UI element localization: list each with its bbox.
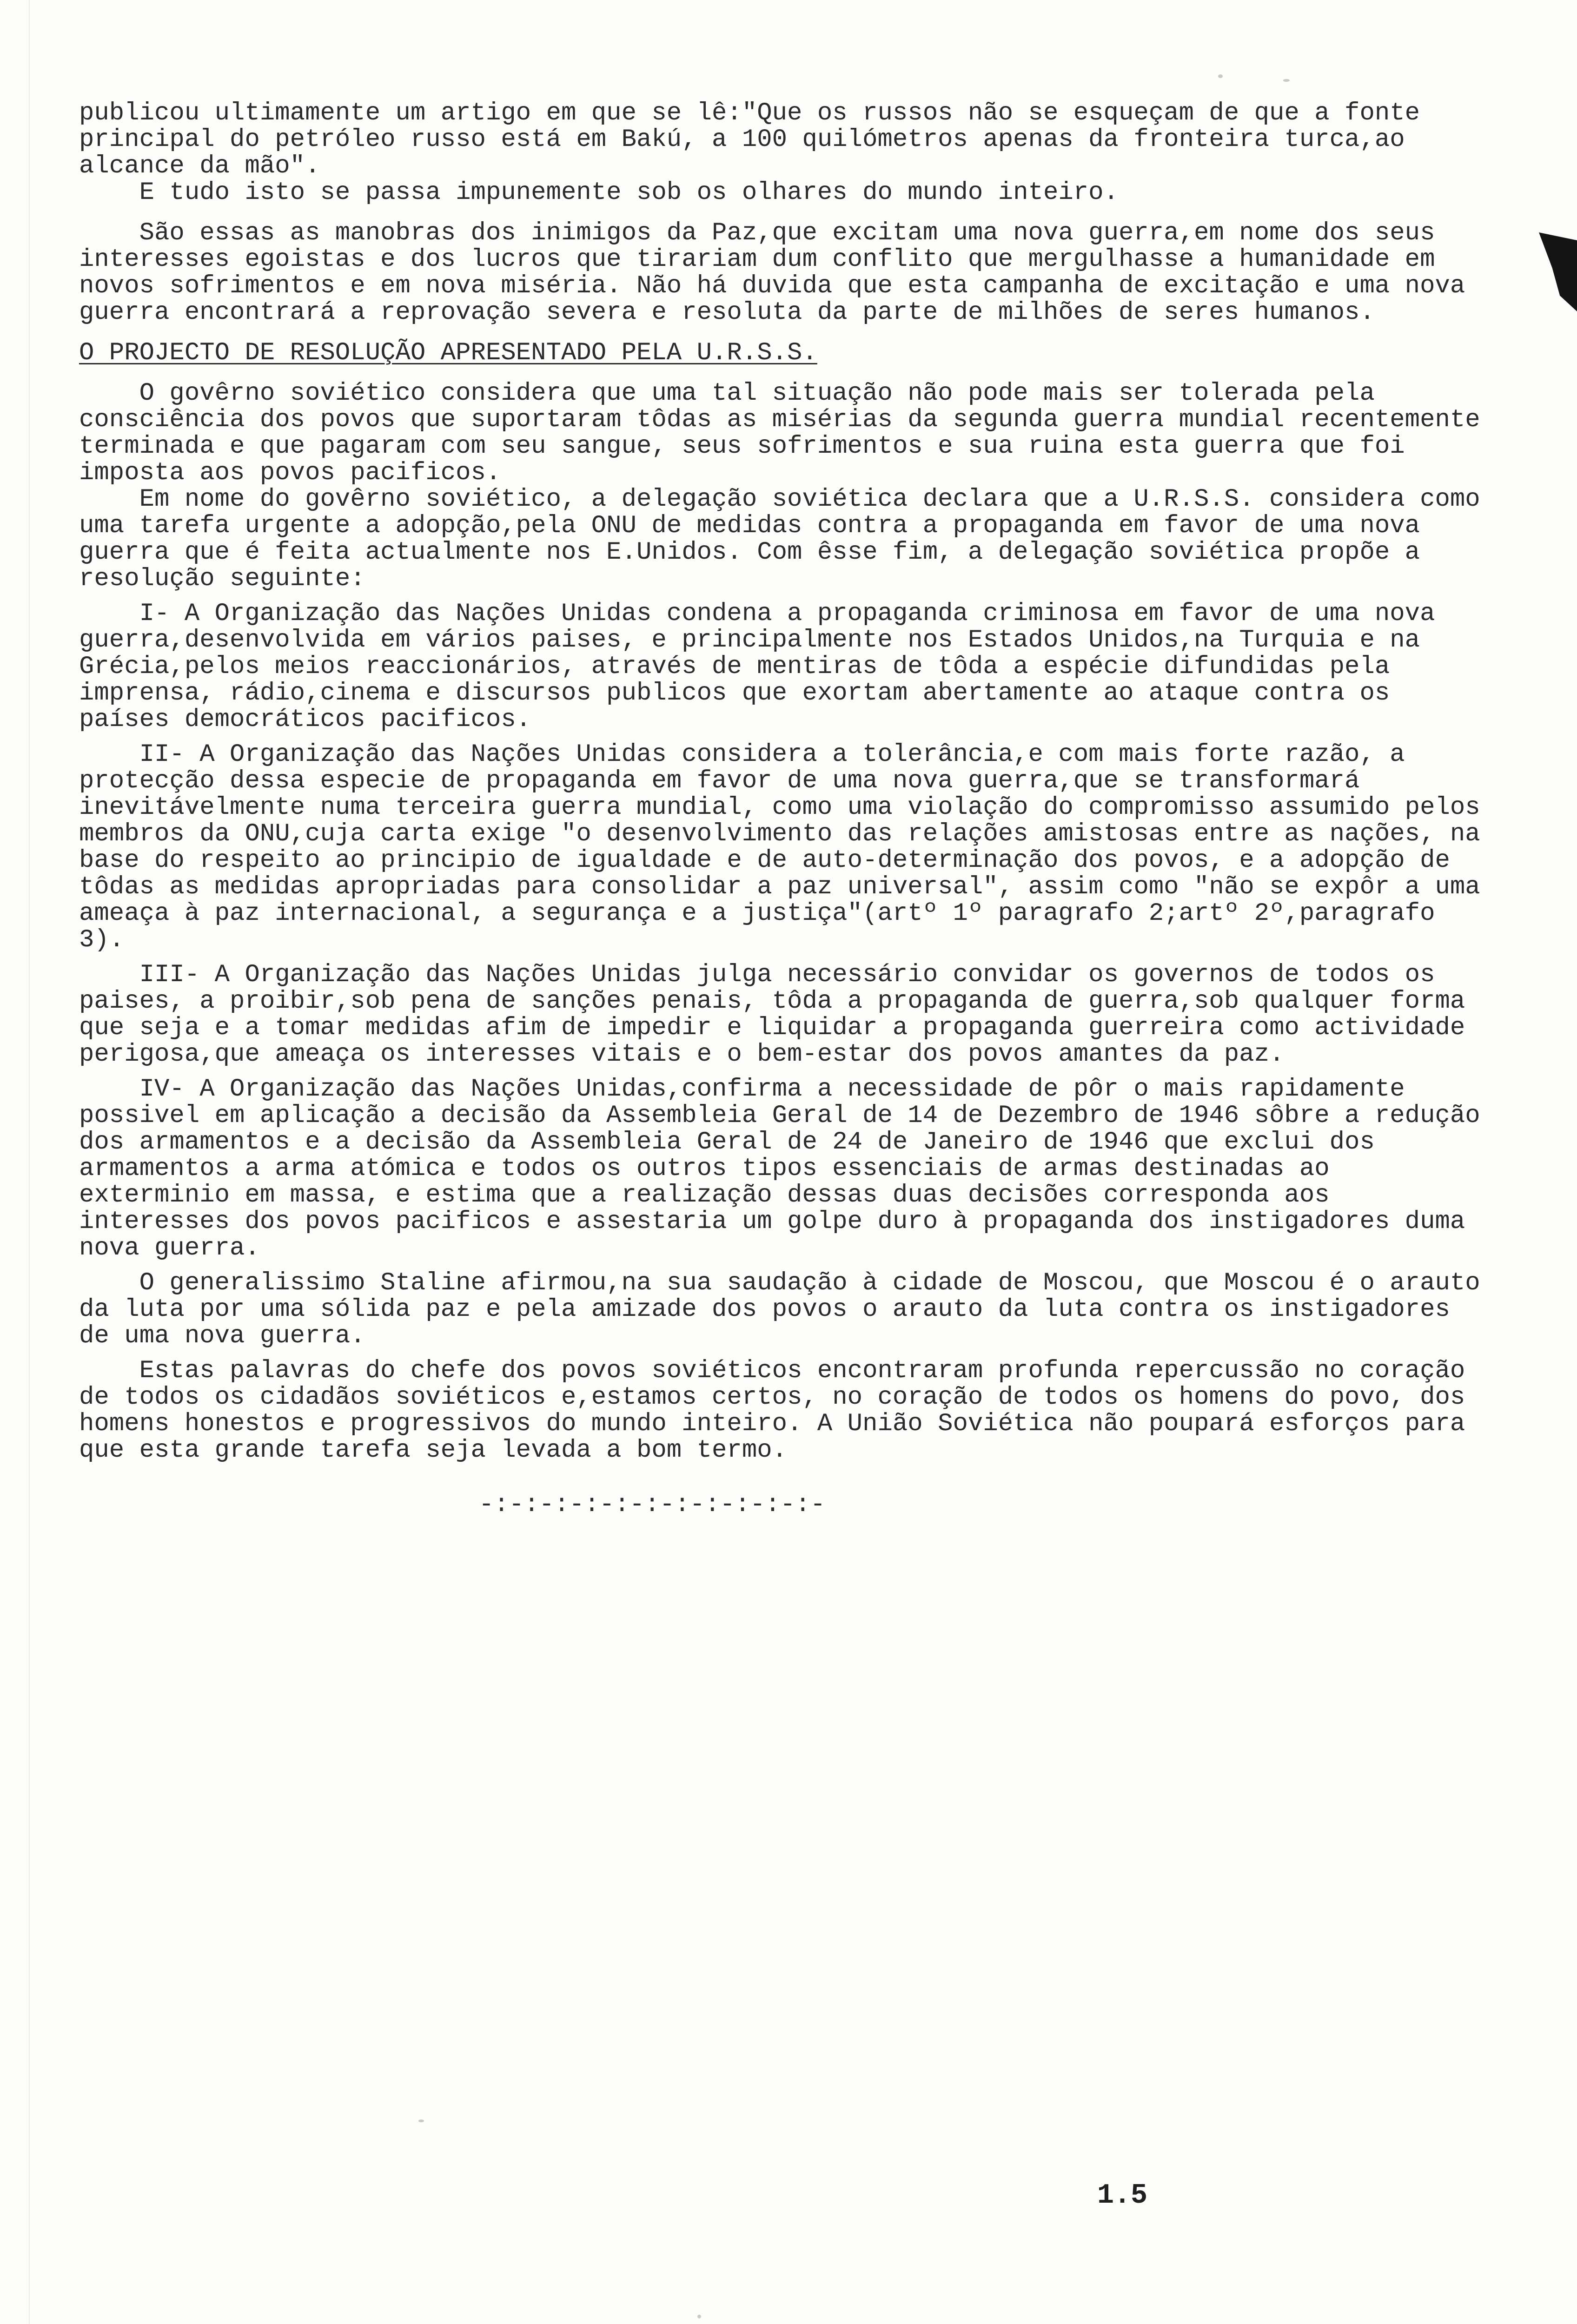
paragraph-government-position: O govêrno soviético considera que uma tal situação não pode mais ser tolerada pela consciência dos povos que suportaram tôdas as misérias da segunda guerra mundial recentemente terminada e que pagaram com seu sangue, seus sofrimentos e sua ruina esta guerra que foi imposta aos povos pacificos.: [79, 379, 1496, 487]
margin-ink-mark: [1539, 232, 1577, 311]
scan-speck: [418, 2119, 424, 2122]
section-heading: O PROJECTO DE RESOLUÇÃO APRESENTADO PELA U.R.S.S.: [79, 339, 817, 367]
paragraph-stalin-quote: O generalissimo Staline afirmou,na sua saudação à cidade de Moscou, que Moscou é o arauto da luta por uma sólida paz e pela amizade dos povos o arauto da luta contra os instigadores de uma nova guerra.: [79, 1269, 1496, 1350]
scan-speck: [697, 2315, 701, 2318]
page-left-edge: [29, 0, 30, 2324]
paragraph-enemies-of-peace: São essas as manobras dos inimigos da Paz,que excitam uma nova guerra,em nome dos seus interesses egoistas e dos lucros que tirariam dum conflito que mergulhasse a humanidade em novos sofrimentos e em nova miséria. Não há duvida que esta campanha de excitação e uma nova guerra encontrará a reprovação severa e resoluta da parte de milhões de seres humanos.: [79, 219, 1480, 327]
page-number-stamp: 1.5: [1097, 2180, 1148, 2212]
section-separator: -:-:-:-:-:-:-:-:-:-:-:-: [479, 1491, 826, 1519]
resolution-point-ii: II- A Organização das Nações Unidas considera a tolerância,e com mais forte razão, a protecção dessa especie de propaganda em favor de uma nova guerra,que se transformará inevitávelmente numa terceira guerra mundial, como uma violação do compromisso assumido pelos membros da ONU,cuja carta exige "o desenvolvimento das relações amistosas entre as nações, na base do respeito ao principio de igualdade e de auto-determinação dos povos, e a adopção de tôdas as medidas apropriadas para consolidar a paz universal", assim como "não se expôr a uma ameaça à paz internacional, a segurança e a justiça"(artº 1º paragrafo 2;artº 2º,paragrafo 3).: [79, 740, 1496, 954]
paragraph-closing: Estas palavras do chefe dos povos soviéticos encontraram profunda repercussão no coração de todos os cidadãos soviéticos e,estamos certos, no coração de todos os homens do povo, dos homens honestos e progressivos do mundo inteiro. A União Soviética não poupará esforços para que esta grande tarefa seja levada a bom termo.: [79, 1357, 1480, 1465]
resolution-point-i: I- A Organização das Nações Unidas condena a propaganda criminosa em favor de uma nova guerra,desenvolvida em vários paises, e principalmente nos Estados Unidos,na Turquia e na Grécia,pelos meios reaccionários, através de mentiras de tôda a espécie difundidas pela imprensa, rádio,cinema e discursos publicos que exortam abertamente ao ataque contra os países democráticos pacificos.: [79, 600, 1450, 734]
resolution-point-iv: IV- A Organização das Nações Unidas,confirma a necessidade de pôr o mais rapidamente possivel em aplicação a decisão da Assembleia Geral de 14 de Dezembro de 1946 sôbre a redução dos armamentos e a decisão da Assembleia Geral de 24 de Janeiro de 1946 que exclui dos armamentos a arma atómica e todos os outros tipos essenciais de armas destinadas ao exterminio em massa, e estima que a realização dessas duas decisões corresponda aos interesses dos povos pacificos e assestaria um golpe duro à propaganda dos instigadores duma nova guerra.: [79, 1075, 1496, 1262]
paragraph-delegation-declaration: Em nome do govêrno soviético, a delegação soviética declara que a U.R.S.S. considera como uma tarefa urgente a adopção,pela ONU de medidas contra a propaganda em favor de uma nova guerra que é feita actualmente nos E.Unidos. Com êsse fim, a delegação soviética propõe a resolução seguinte:: [79, 485, 1496, 593]
paragraph-impunity: E tudo isto se passa impunemente sob os olhares do mundo inteiro.: [79, 178, 1119, 207]
paragraph-intro-quote: publicou ultimamente um artigo em que se lê:"Que os russos não se esqueçam de que a fonte principal do petróleo russo está em Bakú, a 100 quilómetros apenas da fronteira turca,ao alcance da mão".: [79, 99, 1435, 180]
scan-speck: [1218, 74, 1223, 78]
resolution-point-iii: III- A Organização das Nações Unidas julga necessário convidar os governos de todos os paises, a proibir,sob pena de sanções penais, tôda a propaganda de guerra,sob qualquer forma que seja e a tomar medidas afim de impedir e liquidar a propaganda guerreira como actividade perigosa,que ameaça os interesses vitais e o bem-estar dos povos amantes da paz.: [79, 961, 1480, 1069]
scan-speck: [1283, 79, 1290, 82]
typewritten-text-body: [79, 99, 1496, 1519]
